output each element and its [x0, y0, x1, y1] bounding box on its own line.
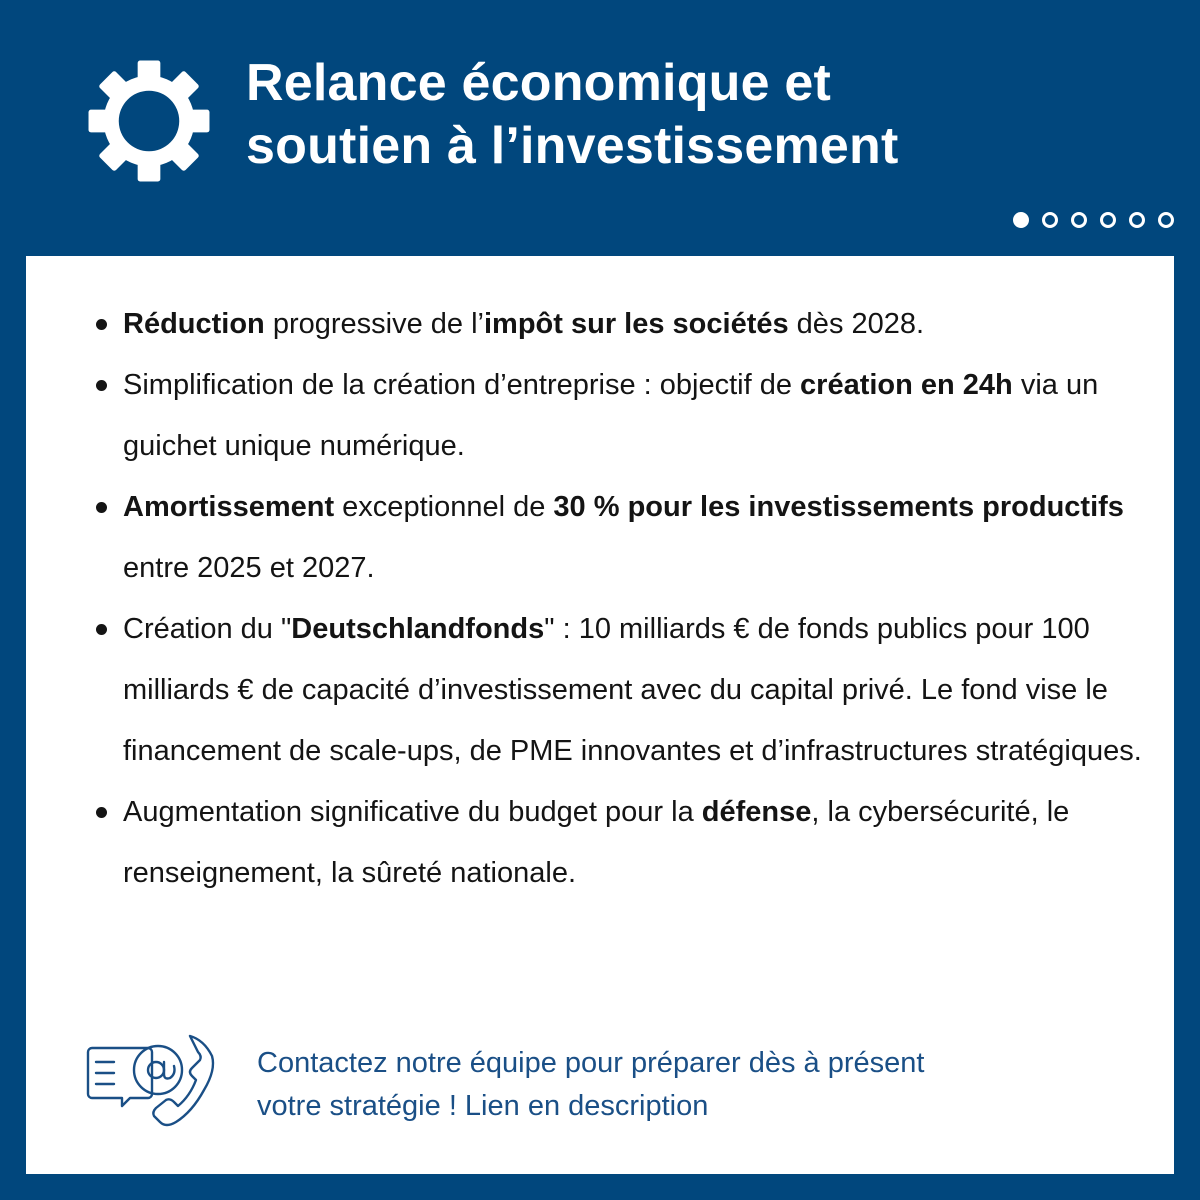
email-phone-icon: [86, 1030, 218, 1130]
content-card: [26, 256, 1174, 1174]
bullet-item: [123, 599, 1143, 782]
bullet-text: Augmentation significative du budget pour la: [123, 796, 702, 828]
contact-line-1: Contactez notre équipe pour préparer dès à présent: [257, 1047, 925, 1079]
bullet-text-bold: Amortissement: [123, 491, 335, 523]
bullet-item: [123, 294, 1143, 355]
title-line-1: Relance économique et: [246, 54, 832, 112]
bullet-text: progressive de l’: [264, 308, 484, 340]
bullet-item: [123, 782, 1143, 904]
pagination-dot: [1129, 212, 1145, 228]
bullet-text: entre 2025 et 2027.: [123, 552, 375, 584]
bullet-text: Création du ": [123, 613, 292, 645]
bullet-item: [123, 355, 1143, 477]
bullet-item: [123, 477, 1143, 599]
pagination-dot: [1100, 212, 1116, 228]
bullet-list: [123, 294, 1143, 904]
bullet-text-bold: impôt sur les sociétés: [484, 308, 789, 340]
bullet-text-bold: création en 24h: [800, 369, 1013, 401]
slide-pagination: [1013, 212, 1174, 228]
pagination-dot-active: [1013, 212, 1029, 228]
contact-line-2: votre stratégie ! Lien en description: [257, 1090, 709, 1122]
bullet-text: via un guichet unique numérique.: [123, 369, 1099, 462]
pagination-dot: [1158, 212, 1174, 228]
bullet-text-bold: 30 % pour les investissements productifs: [553, 491, 1124, 523]
pagination-dot: [1042, 212, 1058, 228]
page-title: [246, 52, 1146, 178]
pagination-dot: [1071, 212, 1087, 228]
gear-icon: [86, 58, 212, 184]
title-line-2: soutien à l’investissement: [246, 117, 899, 175]
bullet-text-bold: Réduction: [123, 308, 265, 340]
bullet-text: , la cybersécurité, le renseignement, la sûreté nationale.: [123, 796, 1070, 889]
contact-call-to-action: [257, 1042, 1137, 1128]
bullet-text: dès 2028.: [788, 308, 925, 340]
bullet-text: " : 10 milliards € de fonds publics pour 100 milliards € de capacité d’investissement avec du capital privé. Le fond vise le financement de scale-ups, de PME innovantes et d’infrastructures stratégiques.: [123, 613, 1142, 767]
bullet-text: exceptionnel de: [334, 491, 554, 523]
bullet-text-bold: défense: [701, 796, 812, 828]
bullet-text: Simplification de la création d’entreprise : objectif de: [123, 369, 801, 401]
bullet-text-bold: Deutschlandfonds: [291, 613, 545, 645]
